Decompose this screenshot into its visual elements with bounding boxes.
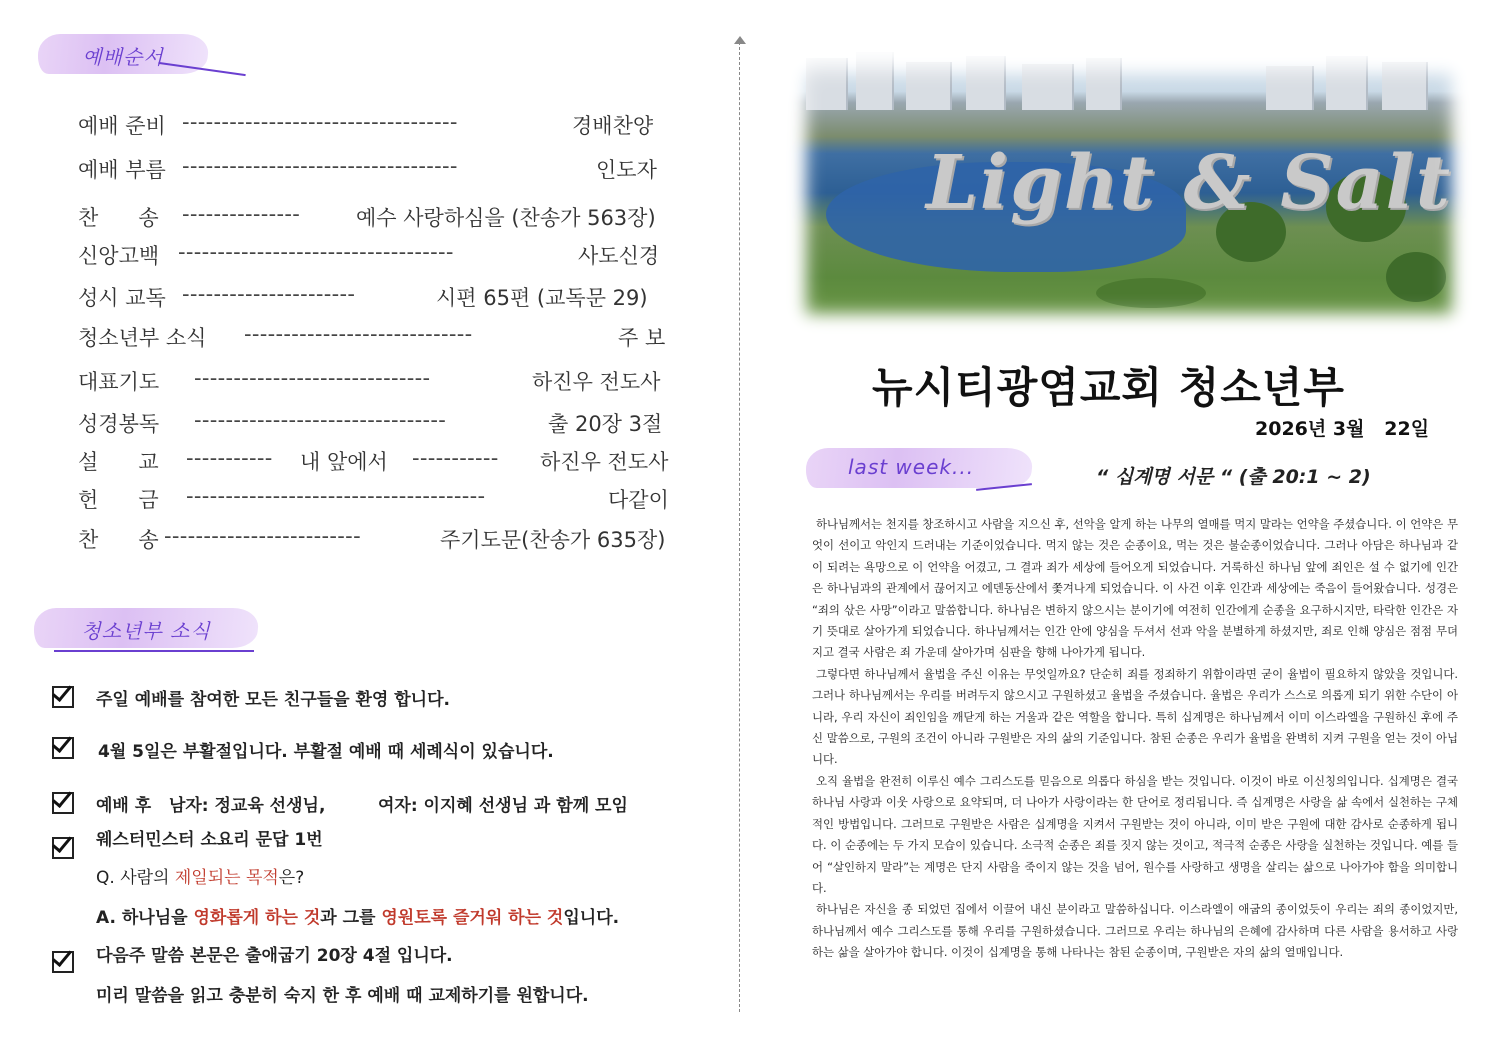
order-item-value: 시편 65편 (교독문 29) bbox=[436, 286, 648, 310]
order-tab-label: 예배순서 bbox=[82, 45, 164, 69]
order-item-value: 하진우 전도사 bbox=[532, 370, 661, 394]
order-item-value: 사도신경 bbox=[578, 244, 660, 268]
news-tab-label: 청소년부 소식 bbox=[81, 619, 211, 643]
order-item-name: 대표기도 bbox=[78, 370, 160, 394]
sermon-paragraph: 오직 율법을 완전히 이루신 예수 그리스도를 믿음으로 의롭다 하심을 받는 것입니다. 이것이 바로 이신칭의입니다. 십계명은 결국 하나님 사랑과 이웃 사랑으로 요약되며, 더 나아가 사랑이라는 한 단어로 정리됩니다. 즉 십계명은 사랑을 삶 속에서 실천하는 구체적인 방법입니다. 그러므로 구원받은 사람은 십계명을 지켜서 구원받는 것이 아니라, 이미 받은 구원에 대한 감사로 순종하게 됩니다. 이 순종에는 두 가지 모습이 있습니다. 소극적 순종은 죄를 짓지 않는 것이고, 적극적 순종은 사랑을 실천하는 것입니다. 예를 들어 “살인하지 말라”는 계명은 단지 사람을 죽이지 않는 것을 넘어, 원수를 사랑하고 생명을 살리는 삶으로 나아가야 함을 의미합니다. bbox=[812, 773, 1458, 895]
order-item-value: 경배찬양 bbox=[572, 114, 654, 138]
order-item-value: 주기도문(찬송가 635장) bbox=[440, 528, 666, 552]
answer-prefix: A. 하나님을 bbox=[96, 908, 194, 928]
catechism-question bbox=[96, 863, 304, 888]
news-tab bbox=[34, 608, 258, 648]
light-and-salt-logo: Light & Salt bbox=[926, 140, 1452, 226]
order-item-name: 신앙고백 bbox=[78, 244, 160, 268]
order-item-value: 주 보 bbox=[618, 326, 666, 350]
news-item-welcome: 주일 예배를 참여한 모든 친구들을 환영 합니다. bbox=[96, 690, 450, 710]
checkbox-icon bbox=[52, 686, 74, 708]
last-week-tab bbox=[806, 448, 1032, 488]
order-item-name: 설 교 bbox=[78, 450, 159, 474]
order-tab bbox=[38, 34, 208, 74]
catechism-answer bbox=[96, 903, 619, 928]
sermon-paragraph: 하나님은 자신을 종 되었던 집에서 이끌어 내신 분이라고 말씀하십니다. 이스라엘이 애굽의 종이었듯이 우리는 죄의 종이었지만, 하나님께서 예수 그리스도를 통해 우리를 구원하셨습니다. 그러므로 우리는 하나님의 은혜에 감사하며 다른 사람을 용서하고 사랑하는 삶을 살아가야 합니다. 이것이 십계명을 통해 나타나는 참된 순종이며, 구원받은 자의 삶의 열매입니다. bbox=[812, 902, 1458, 960]
photo-vignette bbox=[786, 52, 1472, 334]
order-item-name: 예배 부름 bbox=[78, 158, 166, 182]
sermon-title-item: 내 앞에서 bbox=[300, 450, 388, 474]
question-suffix: 은? bbox=[278, 868, 305, 888]
checkbox-icon bbox=[52, 951, 74, 973]
sermon-title: “ 십계명 서문 “ (출 20:1 ~ 2) bbox=[1096, 466, 1371, 488]
news-item-easter: 4월 5일은 부활절입니다. 부활절 예배 때 세례식이 있습니다. bbox=[98, 742, 554, 762]
leader-dashes: ----------------------------------- bbox=[178, 240, 454, 264]
news-item-preparation: 미리 말씀을 읽고 충분히 숙지 한 후 예배 때 교제하기를 원합니다. bbox=[96, 986, 589, 1006]
leader-dashes: -------------------------------------- bbox=[186, 484, 486, 508]
leader-dashes: --------------- bbox=[182, 202, 301, 226]
sermon-paragraph: 하나님께서는 천지를 창조하시고 사람을 지으신 후, 선악을 알게 하는 나무의 열매를 먹지 말라는 언약을 주셨습니다. 이 언약은 무엇이 선이고 악인지 드러내는 기준이었습니다. 먹지 않는 것은 순종이요, 먹는 것은 불순종이었습니다. 그러나 아담은 하나님과 같이 되려는 욕망으로 이 언약을 어겼고, 그 결과 죄가 세상에 들어오게 되었습니다. 거룩하신 하나님 앞에 죄인은 설 수 없기에 인간은 하나님과의 관계에서 끊어지고 에덴동산에서 쫓겨나게 되었습니다. 이 사건 이후 인간과 세상에는 죽음이 들어왔습니다. 성경은 “죄의 삯은 사망”이라고 말씀합니다. 하나님은 변하지 않으시는 분이기에 여전히 인간에게 순종을 요구하시지만, 타락한 인간은 자기 뜻대로 살아가게 되었습니다. 하나님께서는 인간 안에 양심을 두셔서 선과 악을 분별하게 하셨지만, 죄로 인해 양심은 점점 무뎌지고 결국 사람은 죄 가운데 살아가며 심판을 향해 나아가게 됩니다. bbox=[812, 517, 1458, 660]
order-item-name: 청소년부 소식 bbox=[78, 326, 207, 350]
leader-dashes: ----------- bbox=[412, 446, 499, 470]
cover-photo bbox=[786, 52, 1472, 334]
answer-suffix: 입니다. bbox=[563, 908, 620, 928]
leader-dashes: ---------------------- bbox=[182, 282, 356, 306]
leader-dashes: ----------- bbox=[186, 446, 273, 470]
order-item-value: 출 20장 3절 bbox=[548, 412, 663, 436]
leader-dashes: ----------------------------------- bbox=[182, 154, 458, 178]
sermon-summary bbox=[812, 514, 1458, 964]
order-item-value: 인도자 bbox=[596, 158, 657, 182]
order-item-value: 예수 사랑하심을 (찬송가 563장) bbox=[356, 206, 656, 230]
checkbox-icon bbox=[52, 837, 74, 859]
news-item-meeting-men: 예배 후 남자: 정교육 선생님, bbox=[96, 796, 326, 816]
fold-line bbox=[739, 42, 740, 1012]
fold-arrow bbox=[734, 36, 746, 44]
order-item-value: 하진우 전도사 bbox=[540, 450, 669, 474]
order-item-name: 헌 금 bbox=[78, 488, 159, 512]
leader-dashes: ----------------------------- bbox=[244, 322, 473, 346]
answer-middle: 과 그를 bbox=[320, 908, 382, 928]
order-item-value: 다같이 bbox=[608, 488, 669, 512]
order-item-name: 찬 송 bbox=[78, 528, 159, 552]
news-item-next-scripture: 다음주 말씀 본문은 출애굽기 20장 4절 입니다. bbox=[96, 946, 453, 966]
last-week-tab-label: last week... bbox=[848, 455, 975, 479]
checkbox-icon bbox=[52, 737, 74, 759]
news-item-catechism: 웨스터민스터 소요리 문답 1번 bbox=[96, 830, 323, 850]
leader-dashes: ------------------------------ bbox=[194, 366, 431, 390]
order-item-name: 성경봉독 bbox=[78, 412, 160, 436]
tab-underline bbox=[54, 650, 254, 652]
leader-dashes: ----------------------------------- bbox=[182, 110, 458, 134]
bulletin-date: 2026년 3월 22일 bbox=[1255, 418, 1430, 440]
leader-dashes: ------------------------- bbox=[164, 524, 361, 548]
question-prefix: Q. 사람의 bbox=[96, 868, 175, 888]
leader-dashes: -------------------------------- bbox=[194, 408, 447, 432]
question-highlight: 제일되는 목적 bbox=[174, 868, 279, 888]
order-item-name: 예배 준비 bbox=[78, 114, 166, 138]
checkbox-icon bbox=[52, 792, 74, 814]
answer-highlight-2: 영원토록 즐거워 하는 것 bbox=[381, 908, 564, 928]
news-item-meeting-women: 여자: 이지혜 선생님 과 함께 모임 bbox=[378, 796, 628, 816]
answer-highlight-1: 영화롭게 하는 것 bbox=[193, 908, 321, 928]
church-title: 뉴시티광염교회 청소년부 bbox=[872, 363, 1345, 412]
sermon-paragraph: 그렇다면 하나님께서 율법을 주신 이유는 무엇일까요? 단순히 죄를 정죄하기 위함이라면 굳이 율법이 필요하지 않았을 것입니다. 그러나 하나님께서는 우리를 버려두지 않으시고 구원하셨고 율법을 주셨습니다. 율법은 우리가 스스로 의롭게 되기 위한 수단이 아니라, 우리 자신이 죄인임을 깨닫게 하는 거울과 같은 역할을 합니다. 특히 십계명은 하나님께서 이미 이스라엘을 구원하신 후에 주신 말씀으로, 구원의 조건이 아니라 구원받은 자의 삶의 기준입니다. 참된 순종은 우리가 율법을 완벽히 지켜 구원을 얻는 것이 아닙니다. bbox=[812, 666, 1458, 767]
order-item-name: 성시 교독 bbox=[78, 286, 166, 310]
order-item-name: 찬 송 bbox=[78, 206, 159, 230]
